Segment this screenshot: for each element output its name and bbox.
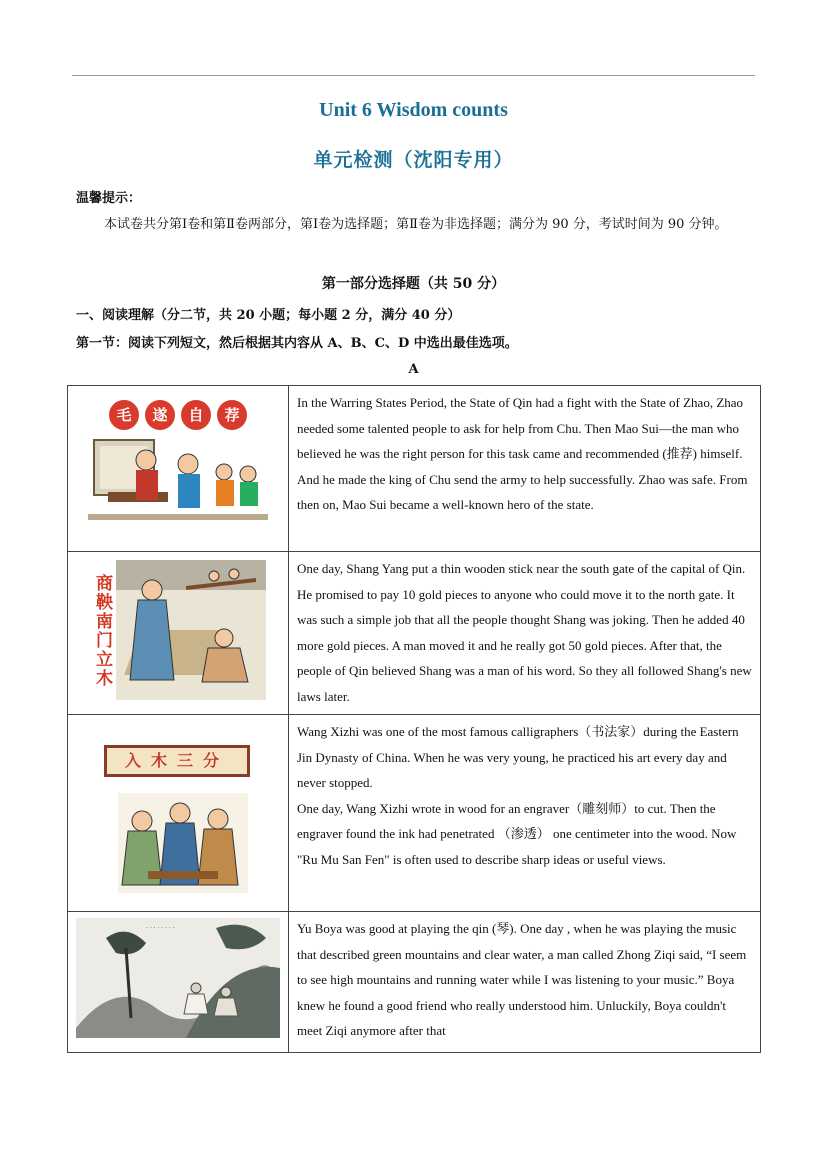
reading-section-heading: 一、阅读理解（分二节，共 20 小题；每小题 2 分，满分 40 分）: [76, 308, 461, 323]
banner-seal-3: 自: [181, 400, 211, 430]
mao-sui-figures: [88, 430, 268, 530]
yu-boya-ink-painting: [76, 918, 280, 1038]
header-rule: [72, 75, 755, 76]
banner-seal-2: 遂: [145, 400, 175, 430]
banner-seal-1: 毛: [109, 400, 139, 430]
wang-xizhi-illustration: [118, 793, 248, 893]
story-text-wang-xizhi-p2: One day, Wang Xizhi wrote in wood for an engraver（雕刻师）to cut. Then the engraver found the ink had penetrated （渗透） one centimeter into the wood. Now "Ru Mu San Fen" is often used to describe sharp ideas or useful views.: [297, 800, 737, 867]
story-text-yu-boya: Yu Boya was good at playing the qin (琴). One day , when he was playing the music that described green mountains and clear water, a man called Zhong Ziqi said, “I seem to see high mountains and running water while I was listening to your music.” Boya knew he found a good friend who really understood him. Unluckily, Boya couldn't meet Ziqi anymore after that: [289, 912, 761, 1053]
story-row-shang-yang: [68, 552, 761, 715]
story-text-shang-yang: One day, Shang Yang put a thin wooden stick near the south gate of the capital of Qin. He promised to pay 10 gold pieces to anyone who could move it to the north gate. It was such a simple job that all the people thought Shang was joking. Then he added 40 more gold pieces. A man moved it and he really got 50 gold pieces. After that, the people of Qin believed Shang was a man of his word. So they all followed Shang's new laws later.: [289, 552, 761, 715]
story-text-wang-xizhi-p1: Wang Xizhi was one of the most famous calligraphers（书法家）during the Eastern Jin Dynasty of China. When he was very young, he practiced his art every day and never stopped.: [297, 724, 739, 791]
story-text-wang-xizhi: [289, 715, 761, 912]
unit-title: Unit 6 Wisdom counts: [319, 99, 508, 121]
story-image-cell: [68, 715, 289, 912]
story-text-mao-sui: In the Warring States Period, the State of Qin had a fight with the State of Zhao, Zhao needed some talented people to ask for help from Chu. Then Mao Sui—the man who believed he was the right person for this task came and recommended (推荐) himself. And he made the king of Chu send the army to help successfully. Zhao was safe. From then on, Mao Sui became a well-known hero of the state.: [289, 386, 761, 552]
mao-sui-illustration: [88, 394, 268, 534]
story-table: [67, 385, 761, 1053]
story-image-cell: [68, 912, 289, 1053]
tips-body: 本试卷共分第Ⅰ卷和第Ⅱ卷两部分，第Ⅰ卷为选择题；第Ⅱ卷为非选择题；满分为 90 分，考试时间为 90 分钟。: [104, 217, 728, 232]
story-image-cell: [68, 552, 289, 715]
story-row-wang-xizhi: [68, 715, 761, 912]
story-row-mao-sui: [68, 386, 761, 552]
section-one-instructions: 第一节：阅读下列短文，然后根据其内容从 A、B、C、D 中选出最佳选项。: [76, 336, 518, 351]
banner-seal-4: 荐: [217, 400, 247, 430]
shang-yang-illustration: [116, 560, 266, 700]
painting-inscription: · · · · · · · ·: [146, 925, 175, 932]
story-row-yu-boya: [68, 912, 761, 1053]
part-one-title: 第一部分选择题（共 50 分）: [321, 276, 506, 292]
story-image-cell: [68, 386, 289, 552]
passage-letter: A: [408, 362, 419, 377]
banner-seals: [88, 400, 268, 430]
unit-subtitle: 单元检测（沈阳专用）: [313, 149, 514, 171]
ru-mu-san-fen-banner: 入木三分: [104, 745, 250, 777]
shang-yang-vertical-title: 商鞅南门立木: [92, 574, 112, 688]
tips-label: 温馨提示：: [76, 191, 142, 206]
